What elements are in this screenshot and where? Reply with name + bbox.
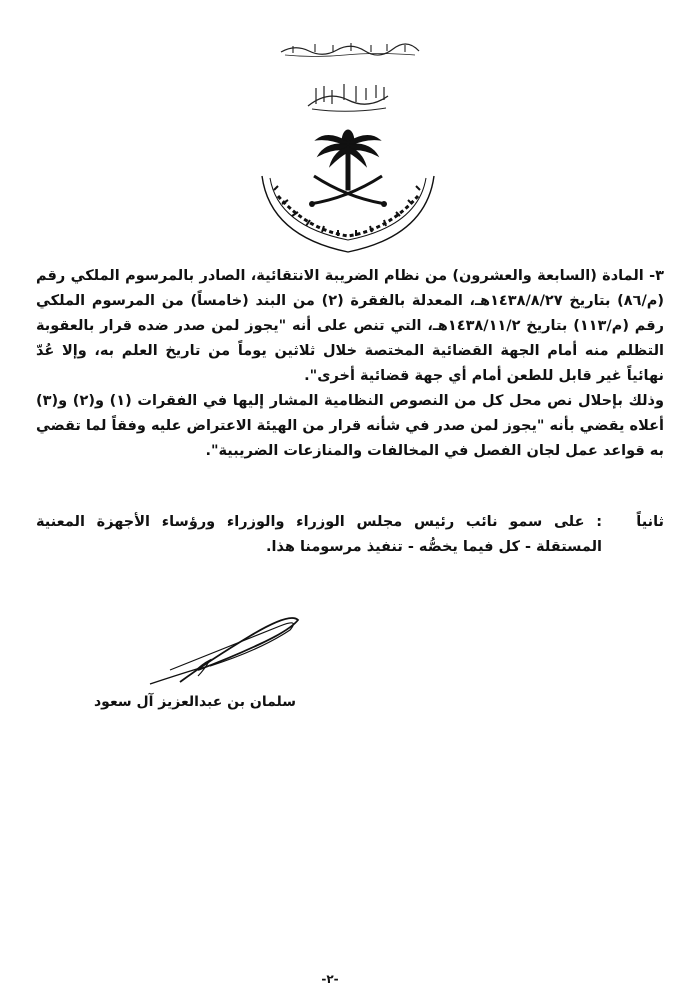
section-second-text: : على سمو نائب رئيس مجلس الوزراء والوزراء ورؤساء الأجهزة المعنية المستقلة - كل فيما يخصُّه - تنفيذ مرسومنا هذا. xyxy=(36,514,602,555)
replacement-clause-paragraph: وذلك بإحلال نص محل كل من النصوص النظامية المشار إليها في الفقرات (١) و(٢) و(٣) أعلاه يقضي بأنه "يجوز لمن صدر في شأنه قرار من الهيئة الاعتراض عليه وفقاً لما تقضي به قواعد عمل لجان الفصل في المخالفات والمنازعات الضريبية". xyxy=(35,393,664,459)
article-27-paragraph: ٣- المادة (السابعة والعشرون) من نظام الضريبة الانتقائية، الصادر بالمرسوم الملكي رقم (م/٨٦) بتاريخ ١٤٣٨/٨/٢٧هـ، المعدلة بالفقرة (٢) من البند (خامساً) من المرسوم الملكي رقم (م/١١٣) بتاريخ ١٤٣٨/١١/٢هـ، التي تنص على أنه "يجوز لمن صدر ضده قرار بالعقوبة التظلم منه أمام الجهة القضائية المختصة خلال ثلاثين يوماً من تاريخ العلم به، وإلا عُدّ نهائياً غير قابل للطعن أمام أي جهة قضائية أخرى". xyxy=(36,268,665,384)
shahada-calligraphy xyxy=(298,78,398,114)
page-number: -٢- xyxy=(321,972,339,986)
saudi-emblem-icon xyxy=(248,112,448,262)
signatory-name: سلمان بن عبدالعزيز آل سعود xyxy=(93,694,296,710)
decree-body xyxy=(36,264,664,464)
basmala-calligraphy xyxy=(275,38,425,60)
section-second xyxy=(36,510,664,560)
handwritten-signature xyxy=(140,600,305,690)
section-second-label: ثانياً xyxy=(636,514,664,530)
